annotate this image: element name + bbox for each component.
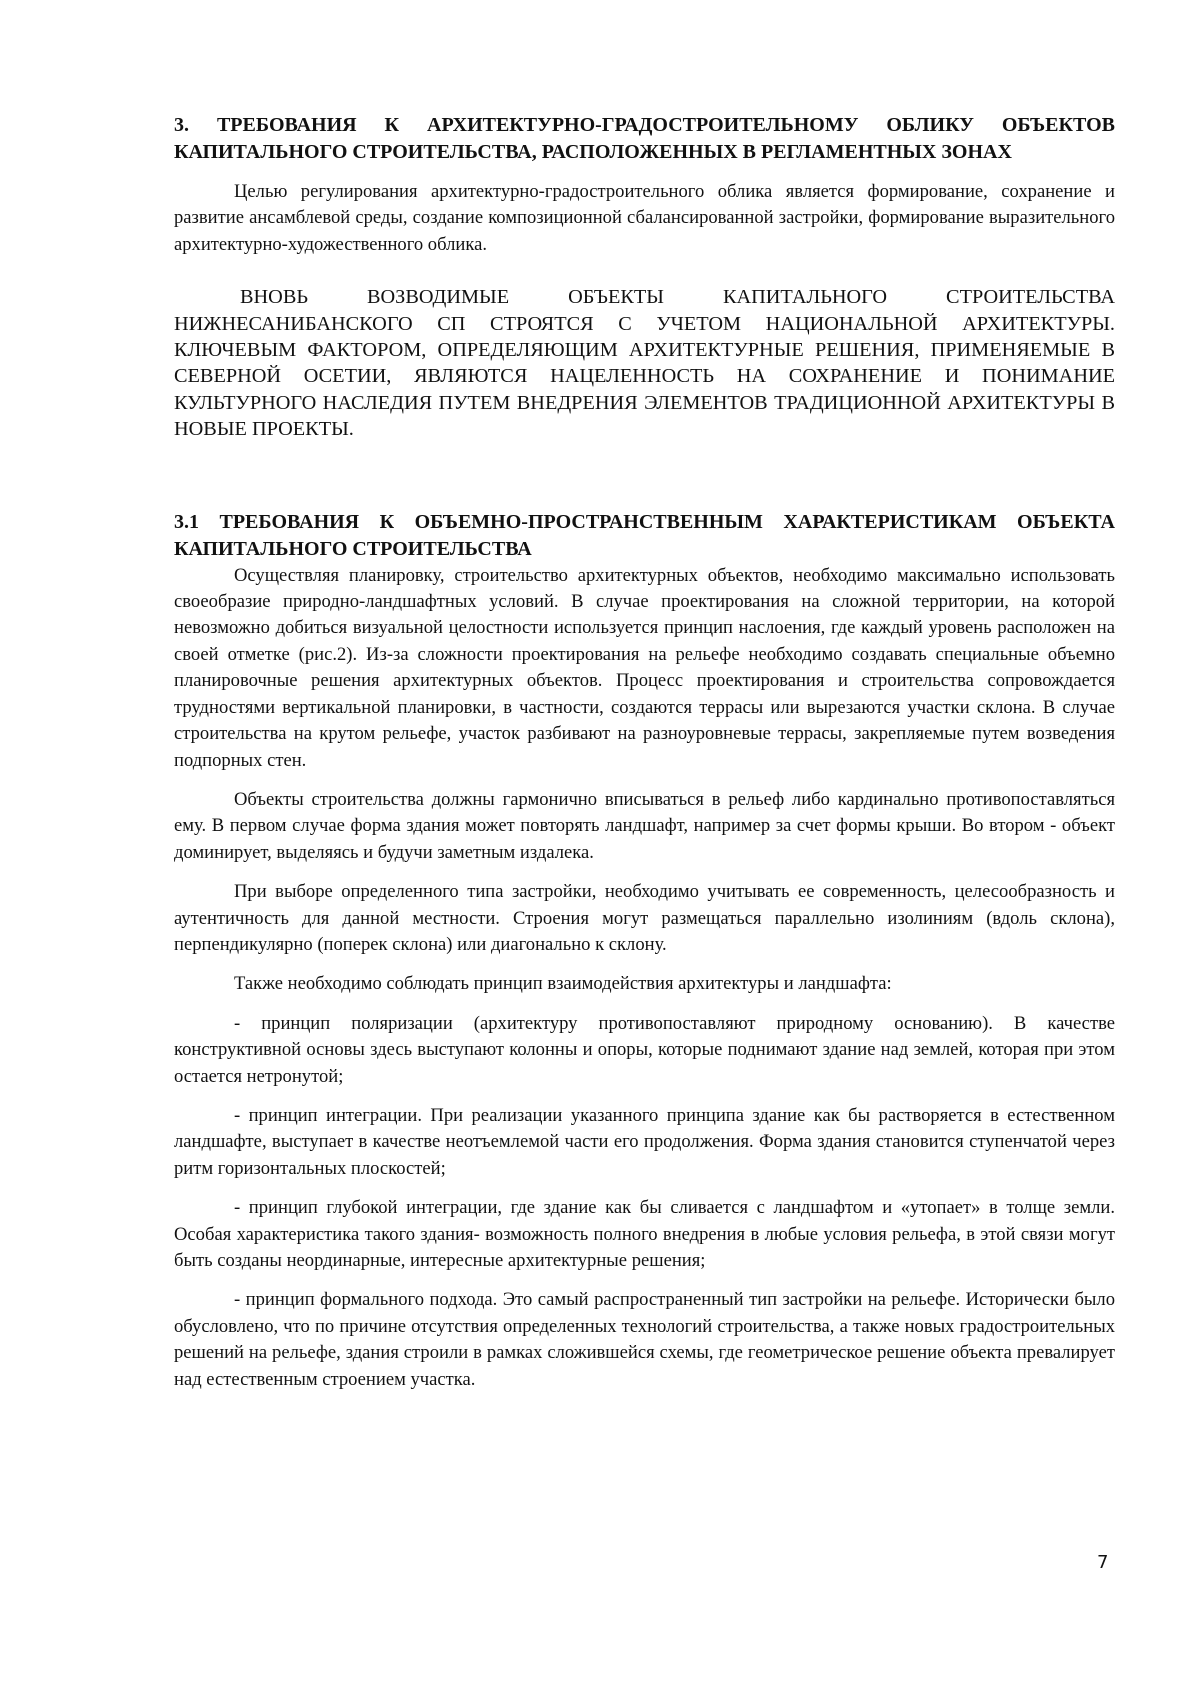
paragraph-interaction-principle: Также необходимо соблюдать принцип взаимодействия архитектуры и ландшафта:: [234, 973, 892, 995]
section-3-intro: Целью регулирования архитектурно-градостроительного облика является формирование, сохранение и развитие ансамблевой среды, создание композиционной сбалансированной застройки, формирование выразительного архитектурно-художественного облика.: [174, 181, 1115, 255]
section-3-caps-paragraph: ВНОВЬ ВОЗВОДИМЫЕ ОБЪЕКТЫ КАПИТАЛЬНОГО СТРОИТЕЛЬСТВА НИЖНЕСАНИБАНСКОГО СП СТРОЯТСЯ С УЧЕТОМ НАЦИОНАЛЬНОЙ АРХИТЕКТУРЫ. КЛЮЧЕВЫМ ФАКТОРОМ, ОПРЕДЕЛЯЮЩИМ АРХИТЕКТУРНЫЕ РЕШЕНИЯ, ПРИМЕНЯЕМЫЕ В СЕВЕРНОЙ ОСЕТИИ, ЯВЛЯЮТСЯ НАЦЕЛЕННОСТЬ НА СОХРАНЕНИЕ И ПОНИМАНИЕ КУЛЬТУРНОГО НАСЛЕДИЯ ПУТЕМ ВНЕДРЕНИЯ ЭЛЕМЕНТОВ ТРАДИЦИОННОЙ АРХИТЕКТУРЫ В НОВЫЕ ПРОЕКТЫ.: [174, 286, 1115, 441]
document-page: [174, 112, 1115, 1393]
list-item-polarization: - принцип поляризации (архитектуру противопоставляют природному основанию). В качестве конструктивной основы здесь выступают колонны и опоры, которые поднимают здание над землей, которая при этом остается нетронутой;: [174, 1012, 1115, 1087]
list-item-formal-approach: - принцип формального подхода. Это самый распространенный тип застройки на рельефе. Исторически было обусловлено, что по причине отсутствия определенных технологий строительства, а также новых градостроительных решений на рельефе, здания строили в рамках сложившейся схемы, где геометрическое решение объекта превалирует над естественным строением участка.: [174, 1289, 1115, 1390]
paragraph-harmony: Объекты строительства должны гармонично вписываться в рельеф либо кардинально противопоставляться ему. В первом случае форма здания может повторять ландшафт, например за счет формы крыши. Во втором - объект доминирует, выделяясь и будучи заметным издалека.: [174, 788, 1115, 863]
section-3-heading: 3. ТРЕБОВАНИЯ К АРХИТЕКТУРНО-ГРАДОСТРОИТЕЛЬНОМУ ОБЛИКУ ОБЪЕКТОВ КАПИТАЛЬНОГО СТРОИТЕЛЬСТВА, РАСПОЛОЖЕННЫХ В РЕГЛАМЕНТНЫХ ЗОНАХ: [174, 114, 1115, 163]
list-item-integration: - принцип интеграции. При реализации указанного принципа здание как бы растворяется в естественном ландшафте, выступает в качестве неотъемлемой части его продолжения. Форма здания становится ступенчатой через ритм горизонтальных плоскостей;: [174, 1104, 1115, 1179]
paragraph-building-type: При выборе определенного типа застройки, необходимо учитывать ее современность, целесообразность и аутентичность для данной местности. Строения могут размещаться параллельно изолиниям (вдоль склона), перпендикулярно (поперек склона) или диагонально к склону.: [174, 881, 1115, 955]
paragraph-relief-planning: Осуществляя планировку, строительство архитектурных объектов, необходимо максимально использовать своеобразие природно-ландшафтных условий. В случае проектирования на сложной территории, на которой невозможно добиться визуальной целостности используется принцип наслоения, где каждый уровень расположен на своей отметке (рис.2). Из-за сложности проектирования на рельефе необходимо создавать специальные объемно планировочные решения архитектурных объектов. Процесс проектирования и строительства сопровождается трудностями вертикальной планировки, в частности, создаются террасы или вырезаются участки склона. В случае строительства на крутом рельефе, участок разбивают на разноуровневые террасы, закрепляемые путем возведения подпорных стен.: [174, 564, 1115, 771]
list-item-deep-integration: - принцип глубокой интеграции, где здание как бы сливается с ландшафтом и «утопает» в толще земли. Особая характеристика такого здания- возможность полного внедрения в любые условия рельефа, в этой связи могут быть созданы неординарные, интересные архитектурные решения;: [174, 1197, 1115, 1271]
section-3-1-heading: 3.1 ТРЕБОВАНИЯ К ОБЪЕМНО-ПРОСТРАНСТВЕННЫМ ХАРАКТЕРИСТИКАМ ОБЪЕКТА КАПИТАЛЬНОГО СТРОИТЕЛЬСТВА: [174, 510, 1115, 560]
page-number: 7: [1097, 1552, 1109, 1573]
